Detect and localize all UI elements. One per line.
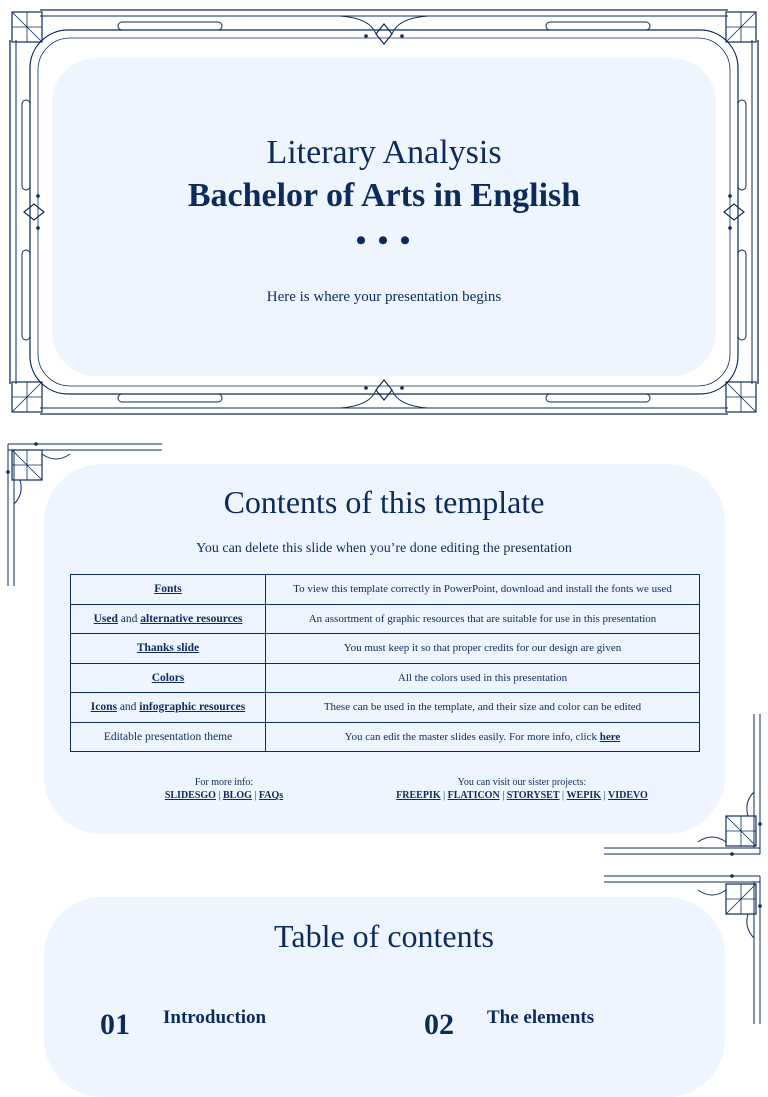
colors-link[interactable]: Colors xyxy=(151,671,185,684)
table-row xyxy=(71,634,700,664)
alternative-resources-link[interactable]: alternative resources xyxy=(140,612,243,625)
toc-number: 01 xyxy=(100,1008,130,1041)
table-row xyxy=(71,722,700,752)
table-cell: Editable presentation theme xyxy=(71,722,266,752)
toc-slide xyxy=(0,870,768,1041)
table-cell: These can be used in the template, and their size and color can be edited xyxy=(266,693,700,723)
ellipsis-divider: • • • xyxy=(355,224,413,257)
table-cell xyxy=(71,604,266,634)
infographic-resources-link[interactable]: infographic resources xyxy=(139,701,246,714)
toc-title: The elements xyxy=(487,1007,595,1028)
table-row xyxy=(71,575,700,605)
table-cell xyxy=(71,663,266,693)
table-row xyxy=(71,663,700,693)
toc-heading: Table of contents xyxy=(274,918,494,954)
subtitle: Here is where your presentation begins xyxy=(266,289,502,305)
and-text: and xyxy=(117,612,141,625)
videvo-link[interactable]: VIDEVO xyxy=(608,790,648,801)
edit-info-text: You can edit the master slides easily. For more info, click xyxy=(344,730,600,743)
storyset-link[interactable]: STORYSET xyxy=(506,790,560,801)
title-slide xyxy=(0,0,768,424)
title-line-1: Literary Analysis xyxy=(266,134,502,171)
contents-table xyxy=(70,574,700,752)
toc-number: 02 xyxy=(424,1008,454,1041)
contents-slide xyxy=(0,424,768,870)
contents-subheading: You can delete this slide when you’re done editing the presentation xyxy=(196,541,572,556)
faqs-link[interactable]: FAQs xyxy=(258,790,284,801)
sister-projects-label: You can visit our sister projects: xyxy=(457,777,587,788)
and-text: and xyxy=(116,701,140,714)
title-line-2: Bachelor of Arts in English xyxy=(187,177,581,214)
table-cell: You must keep it so that proper credits for our design are given xyxy=(266,634,700,664)
table-cell xyxy=(71,693,266,723)
used-link[interactable]: Used xyxy=(93,612,118,625)
table-cell: An assortment of graphic resources that are suitable for use in this presentation xyxy=(266,604,700,634)
table-row xyxy=(71,604,700,634)
blog-link[interactable]: BLOG xyxy=(222,790,252,801)
table-cell xyxy=(266,722,700,752)
toc-title: Introduction xyxy=(163,1007,267,1028)
fonts-link[interactable]: Fonts xyxy=(154,583,182,596)
more-info-label: For more info: xyxy=(194,777,254,788)
icons-link[interactable]: Icons xyxy=(90,701,117,714)
here-link[interactable]: here xyxy=(599,730,621,743)
slidesgo-link[interactable]: SLIDESGO xyxy=(164,790,216,801)
thanks-slide-link[interactable]: Thanks slide xyxy=(136,642,200,655)
flaticon-link[interactable]: FLATICON xyxy=(447,790,500,801)
table-row xyxy=(71,693,700,723)
table-cell xyxy=(71,634,266,664)
table-cell: All the colors used in this presentation xyxy=(266,663,700,693)
more-info-links: SLIDESGO | BLOG | FAQs xyxy=(164,790,284,801)
contents-heading: Contents of this template xyxy=(223,484,545,520)
wepik-link[interactable]: WEPIK xyxy=(566,790,601,801)
table-cell: To view this template correctly in PowerPoint, download and install the fonts we used xyxy=(266,575,700,605)
freepik-link[interactable]: FREEPIK xyxy=(396,790,441,801)
sister-projects xyxy=(372,776,672,802)
sister-projects-links: FREEPIK | FLATICON | STORYSET | WEPIK | VIDEVO xyxy=(396,790,648,801)
more-info xyxy=(124,776,324,802)
table-cell xyxy=(71,575,266,605)
